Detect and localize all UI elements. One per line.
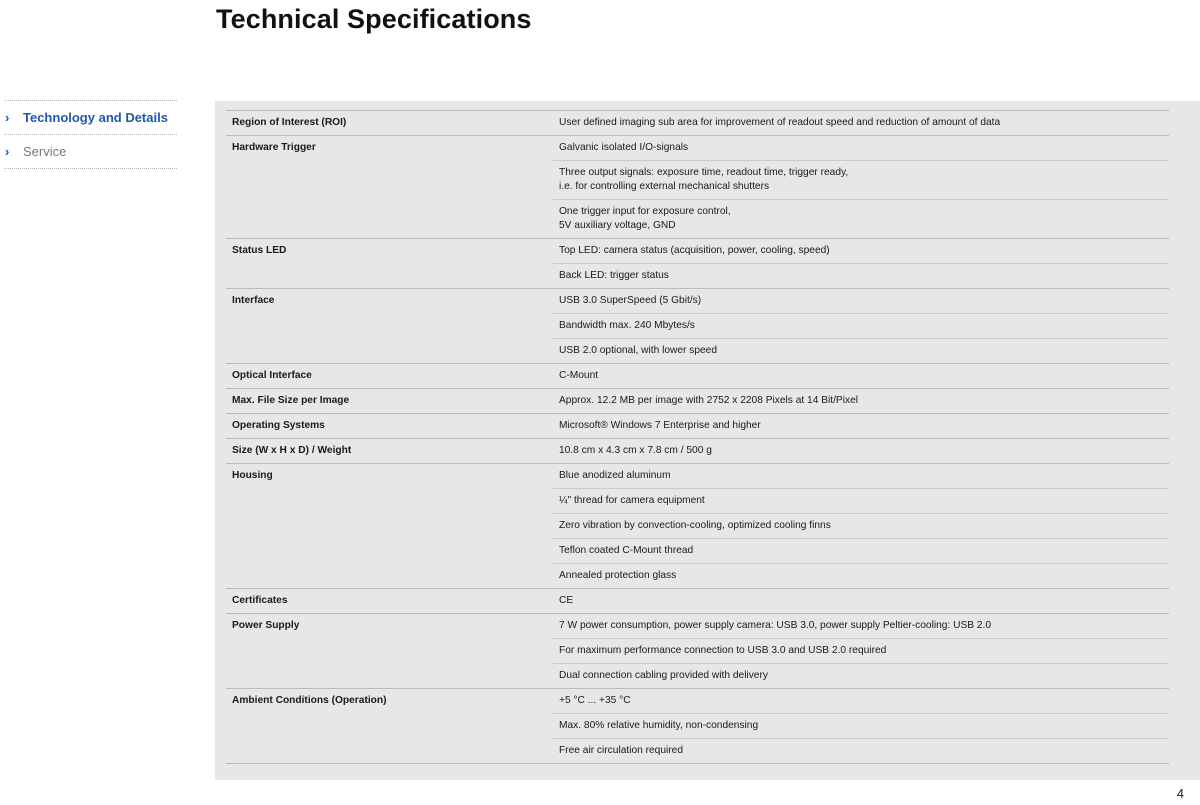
spec-value-line: Three output signals: exposure time, readout time, trigger ready, bbox=[559, 167, 849, 178]
spec-table bbox=[226, 110, 1169, 764]
spec-values bbox=[553, 136, 1169, 238]
spec-value bbox=[553, 364, 1169, 388]
spec-value-line: Top LED: camera status (acquisition, power, cooling, speed) bbox=[559, 245, 830, 256]
spec-row bbox=[226, 464, 1169, 589]
spec-label: Status LED bbox=[232, 245, 287, 256]
spec-label: Size (W x H x D) / Weight bbox=[232, 445, 352, 456]
spec-value-line: 7 W power consumption, power supply camera: USB 3.0, power supply Peltier-cooling: USB 2.0 bbox=[559, 620, 992, 631]
spec-value bbox=[553, 313, 1169, 338]
spec-value-line: ¼" thread for camera equipment bbox=[559, 495, 705, 506]
spec-value-line: For maximum performance connection to USB 3.0 and USB 2.0 required bbox=[559, 645, 887, 656]
spec-value-line: Zero vibration by convection-cooling, optimized cooling finns bbox=[559, 520, 831, 531]
nav-item-label: Technology and Details bbox=[23, 110, 168, 125]
spec-value bbox=[553, 263, 1169, 288]
spec-value-line: CE bbox=[559, 595, 574, 606]
spec-value bbox=[553, 513, 1169, 538]
spec-value bbox=[553, 414, 1169, 438]
chevron-right-icon: › bbox=[5, 144, 10, 159]
spec-label: Hardware Trigger bbox=[232, 142, 316, 153]
spec-values bbox=[553, 464, 1169, 588]
spec-value bbox=[553, 614, 1169, 638]
chevron-right-icon: › bbox=[5, 110, 10, 125]
spec-value bbox=[553, 389, 1169, 413]
spec-value-line: Max. 80% relative humidity, non-condensing bbox=[559, 720, 759, 731]
spec-value bbox=[553, 663, 1169, 688]
spec-values bbox=[553, 289, 1169, 363]
spec-row bbox=[226, 239, 1169, 289]
spec-value bbox=[553, 464, 1169, 488]
spec-label: Operating Systems bbox=[232, 420, 325, 431]
spec-value-line: Teflon coated C-Mount thread bbox=[559, 545, 694, 556]
spec-value-line: USB 3.0 SuperSpeed (5 Gbit/s) bbox=[559, 295, 702, 306]
spec-values bbox=[553, 364, 1169, 388]
spec-value bbox=[553, 638, 1169, 663]
spec-values bbox=[553, 439, 1169, 463]
spec-label: Interface bbox=[232, 295, 275, 306]
nav-item-label: Service bbox=[23, 144, 67, 159]
page-number: 4 bbox=[1176, 786, 1184, 801]
spec-value-line: Bandwidth max. 240 Mbytes/s bbox=[559, 320, 695, 331]
spec-value-line: +5 °C ... +35 °C bbox=[559, 695, 631, 706]
spec-row bbox=[226, 111, 1169, 136]
spec-value bbox=[553, 136, 1169, 160]
spec-values bbox=[553, 111, 1169, 135]
spec-value bbox=[553, 160, 1169, 199]
spec-values bbox=[553, 614, 1169, 688]
spec-value-line: Microsoft® Windows 7 Enterprise and higher bbox=[559, 420, 761, 431]
spec-value-line: Blue anodized aluminum bbox=[559, 470, 671, 481]
spec-values bbox=[553, 414, 1169, 438]
spec-value-line: 5V auxiliary voltage, GND bbox=[559, 220, 676, 231]
spec-value-line: One trigger input for exposure control, bbox=[559, 206, 731, 217]
spec-value bbox=[553, 538, 1169, 563]
side-nav bbox=[4, 100, 177, 169]
spec-label: Region of Interest (ROI) bbox=[232, 117, 347, 128]
spec-value-line: Free air circulation required bbox=[559, 745, 684, 756]
spec-label: Max. File Size per Image bbox=[232, 395, 350, 406]
spec-value-line: Annealed protection glass bbox=[559, 570, 677, 581]
spec-value-line: Approx. 12.2 MB per image with 2752 x 2208 Pixels at 14 Bit/Pixel bbox=[559, 395, 858, 406]
spec-value bbox=[553, 713, 1169, 738]
spec-row bbox=[226, 289, 1169, 364]
spec-value bbox=[553, 439, 1169, 463]
spec-value-line: User defined imaging sub area for improvement of readout speed and reduction of amount of data bbox=[559, 117, 1001, 128]
spec-value bbox=[553, 199, 1169, 238]
spec-values bbox=[553, 689, 1169, 763]
spec-row bbox=[226, 364, 1169, 389]
spec-value bbox=[553, 338, 1169, 363]
spec-row bbox=[226, 439, 1169, 464]
spec-value-line: C-Mount bbox=[559, 370, 599, 381]
spec-value-line: Dual connection cabling provided with delivery bbox=[559, 670, 768, 681]
spec-value-line: USB 2.0 optional, with lower speed bbox=[559, 345, 717, 356]
spec-panel bbox=[215, 101, 1200, 780]
spec-label: Certificates bbox=[232, 595, 288, 606]
spec-value bbox=[553, 738, 1169, 763]
spec-value-line: 10.8 cm x 4.3 cm x 7.8 cm / 500 g bbox=[559, 445, 712, 456]
spec-label: Optical Interface bbox=[232, 370, 312, 381]
spec-values bbox=[553, 239, 1169, 288]
spec-row bbox=[226, 136, 1169, 239]
spec-row bbox=[226, 589, 1169, 614]
spec-values bbox=[553, 589, 1169, 613]
spec-value-line: Back LED: trigger status bbox=[559, 270, 669, 281]
spec-value bbox=[553, 111, 1169, 135]
spec-value bbox=[553, 488, 1169, 513]
spec-value bbox=[553, 563, 1169, 588]
spec-label: Ambient Conditions (Operation) bbox=[232, 695, 387, 706]
spec-value bbox=[553, 689, 1169, 713]
spec-label: Housing bbox=[232, 470, 273, 481]
nav-item-service[interactable] bbox=[4, 135, 177, 169]
spec-value bbox=[553, 289, 1169, 313]
nav-item-technology-and-details[interactable] bbox=[4, 101, 177, 135]
spec-row bbox=[226, 614, 1169, 689]
spec-values bbox=[553, 389, 1169, 413]
spec-label: Power Supply bbox=[232, 620, 300, 631]
spec-value bbox=[553, 589, 1169, 613]
spec-row bbox=[226, 414, 1169, 439]
page-title: Technical Specifications bbox=[216, 4, 532, 34]
spec-value-line: i.e. for controlling external mechanical shutters bbox=[559, 181, 770, 192]
spec-value bbox=[553, 239, 1169, 263]
spec-value-line: Galvanic isolated I/O-signals bbox=[559, 142, 689, 153]
spec-row bbox=[226, 689, 1169, 764]
spec-row bbox=[226, 389, 1169, 414]
